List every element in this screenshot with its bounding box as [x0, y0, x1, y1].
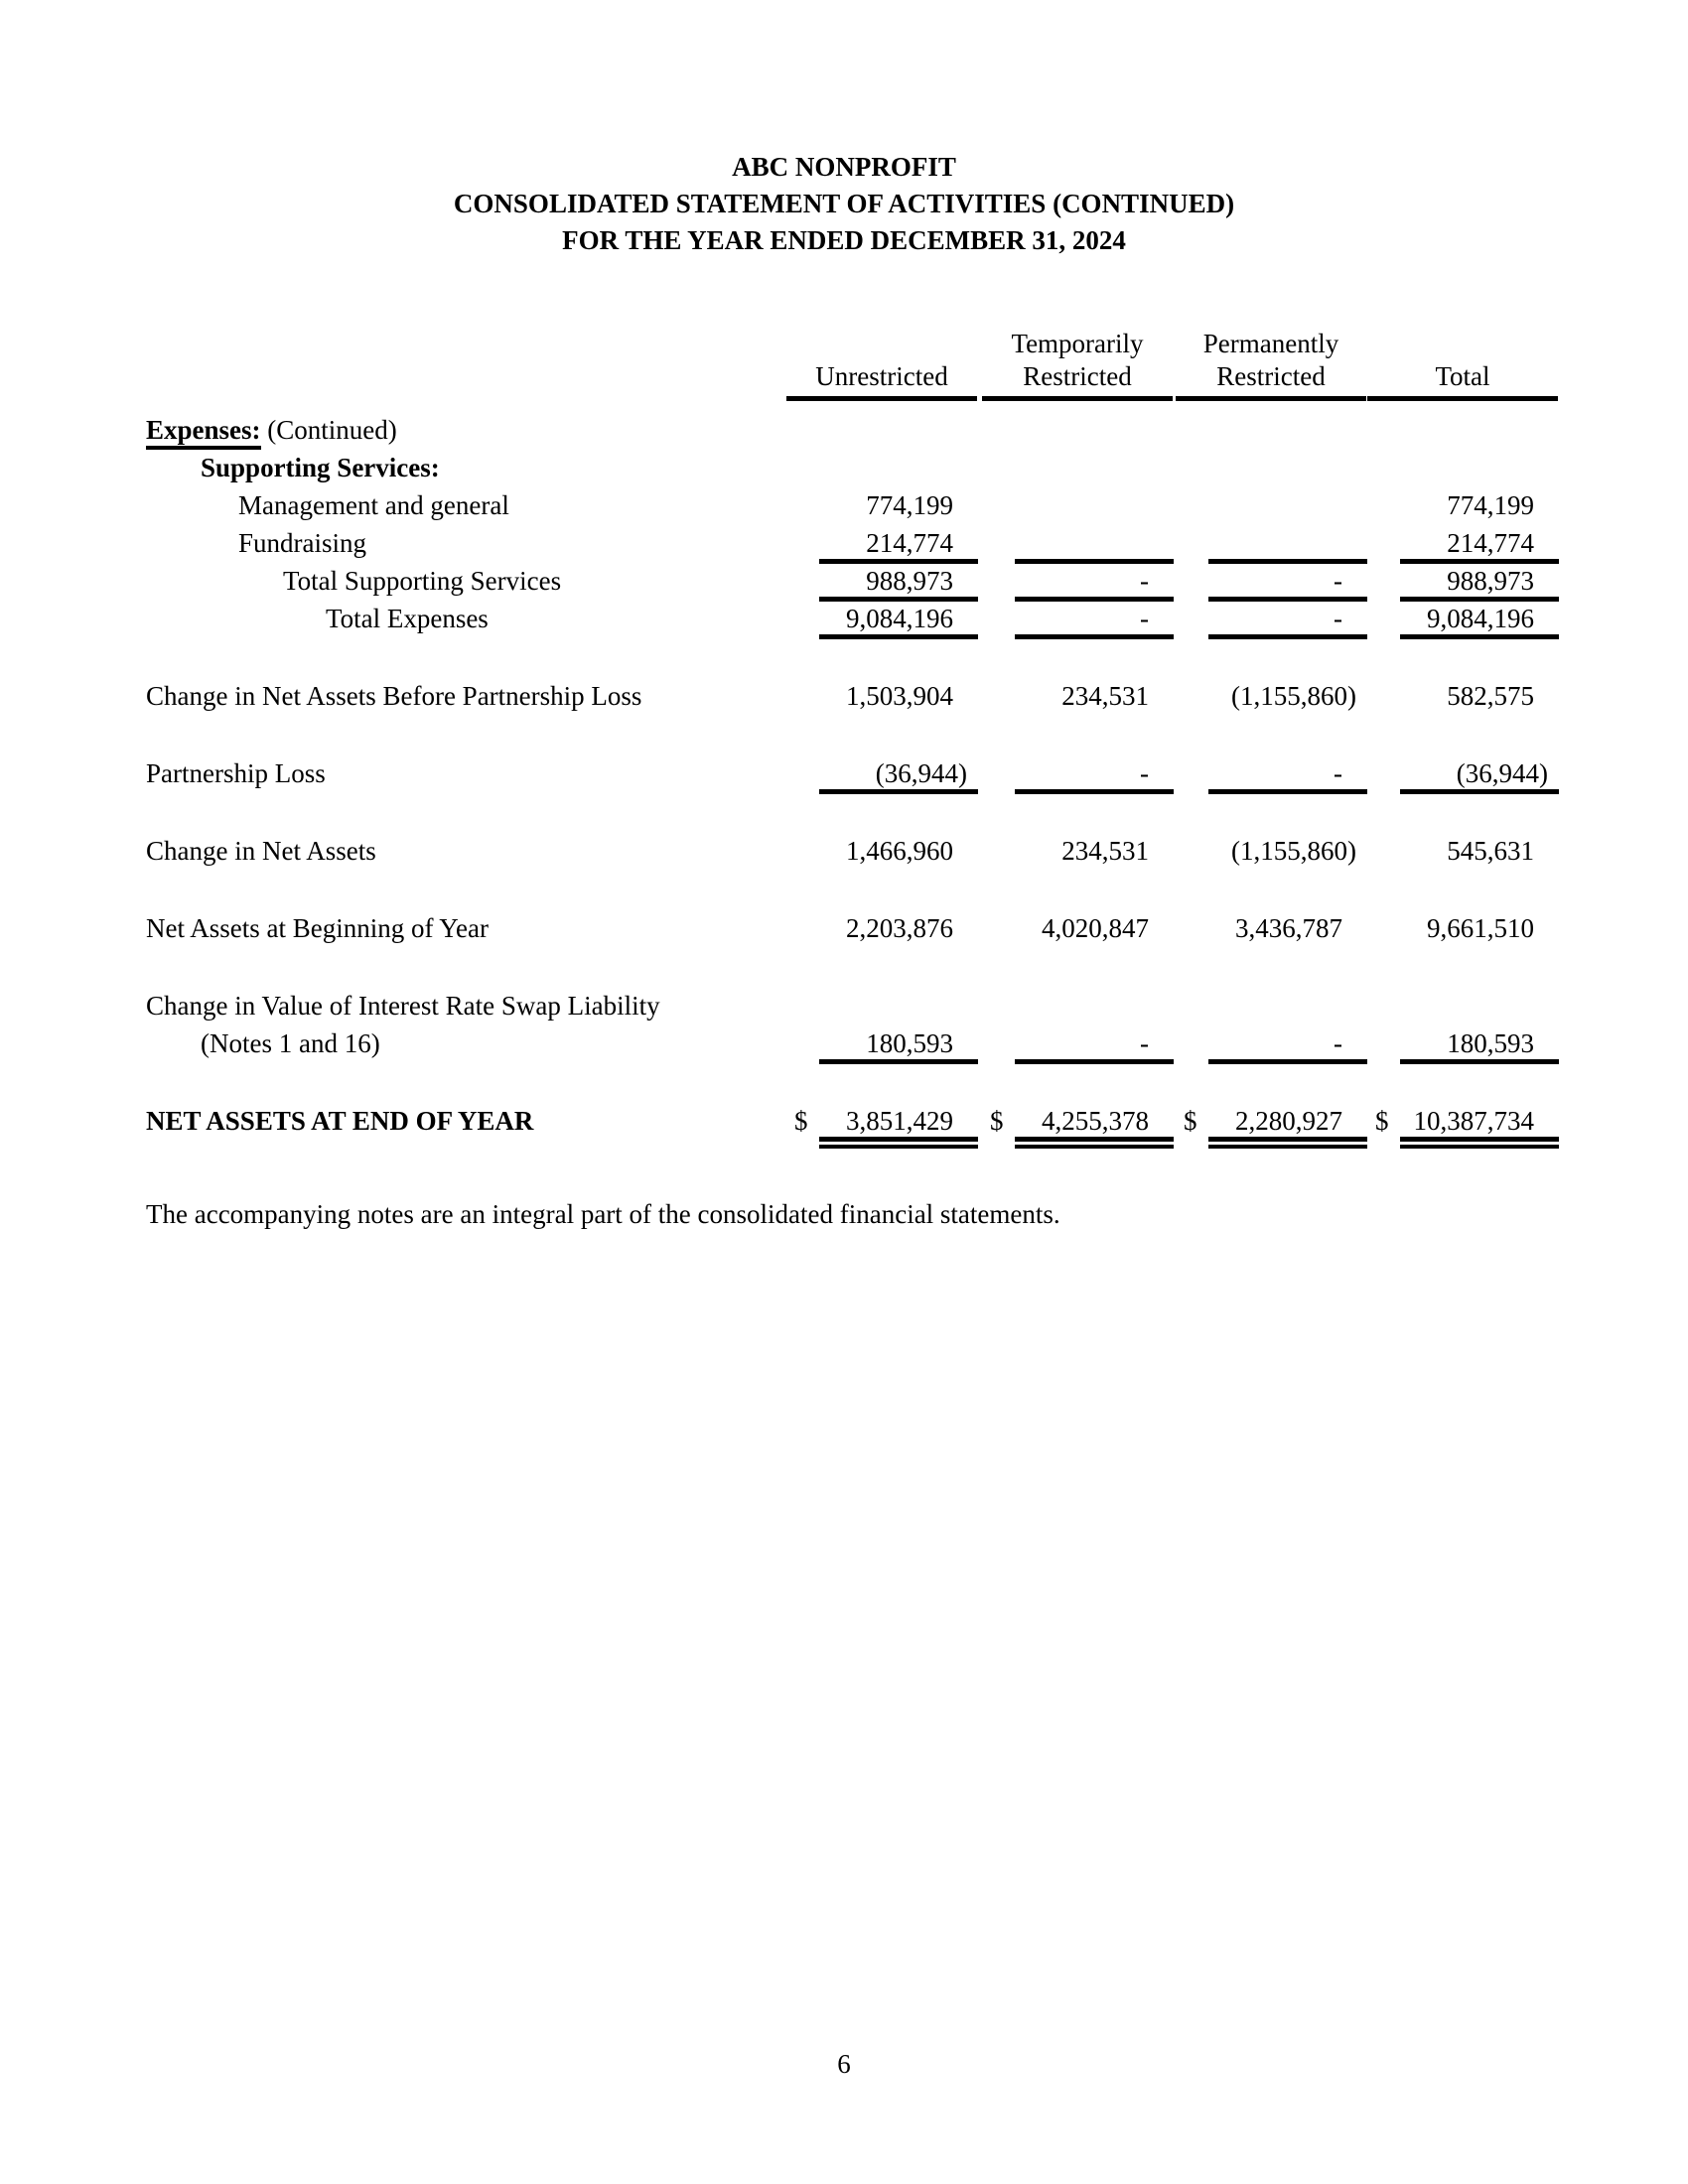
- currency-symbol: $: [794, 1106, 808, 1136]
- row-label: [146, 678, 641, 714]
- cell-value: 9,084,196: [846, 604, 953, 633]
- cell-value: 180,593: [866, 1028, 953, 1058]
- cell-value: 234,531: [1061, 681, 1149, 711]
- row-label-text: Total Supporting Services: [283, 566, 562, 596]
- row-label-text: Net Assets at Beginning of Year: [146, 913, 489, 943]
- value-cell: [1367, 755, 1558, 793]
- cell-value: 582,575: [1447, 681, 1534, 711]
- cell-value: -: [1140, 604, 1149, 633]
- column-rule: [1208, 789, 1367, 794]
- cell-value: 2,280,927: [1235, 1106, 1342, 1136]
- currency-symbol: $: [1184, 1106, 1197, 1136]
- cell-value: (1,155,860): [1231, 681, 1356, 711]
- cell-value: -: [1140, 758, 1149, 788]
- value-cell: [982, 910, 1173, 948]
- cell-value: (36,944): [875, 758, 967, 788]
- cell-value: 774,199: [1447, 490, 1534, 520]
- column-header-permanently-restricted: [1176, 328, 1366, 401]
- column-rule-double: [1400, 1145, 1559, 1149]
- footer-note: The accompanying notes are an integral part of the consolidated financial statements.: [146, 1199, 1060, 1229]
- column-header-total: [1367, 328, 1558, 401]
- column-header-line2: Total: [1435, 361, 1490, 391]
- cell-value: 2,203,876: [846, 913, 953, 943]
- value-cell: [982, 1103, 1173, 1141]
- row-label-text: Partnership Loss: [146, 758, 326, 788]
- table-row: [0, 601, 1688, 638]
- value-cell: [1367, 833, 1558, 871]
- currency-symbol: $: [1375, 1106, 1389, 1136]
- row-label: [238, 525, 366, 561]
- column-rule: [1400, 634, 1559, 639]
- value-cell: [1176, 755, 1366, 793]
- row-label: [201, 1025, 380, 1061]
- row-label-text: Expenses:: [146, 415, 261, 450]
- column-rule: [1208, 1059, 1367, 1064]
- cell-value: 4,020,847: [1042, 913, 1149, 943]
- cell-value: 10,387,734: [1413, 1106, 1534, 1136]
- value-cell: [1176, 601, 1366, 638]
- value-cell: [1367, 678, 1558, 716]
- cell-value: 1,466,960: [846, 836, 953, 866]
- cell-value: 180,593: [1447, 1028, 1534, 1058]
- column-rule: [1400, 1137, 1559, 1142]
- value-cell: [1367, 563, 1558, 601]
- row-label: [146, 1103, 533, 1139]
- column-rule-double: [1208, 1145, 1367, 1149]
- column-rule-double: [1015, 1145, 1174, 1149]
- value-cell: [786, 1025, 977, 1063]
- row-label: [146, 988, 660, 1024]
- value-cell: [1367, 1025, 1558, 1063]
- statement-title: CONSOLIDATED STATEMENT OF ACTIVITIES (CONTINUED): [453, 189, 1235, 218]
- column-header-temporarily-restricted: [982, 328, 1173, 401]
- row-label-suffix: (Continued): [260, 415, 397, 445]
- column-rule: [1015, 1059, 1174, 1064]
- column-header-line2: Restricted: [1216, 361, 1326, 391]
- row-label: [201, 450, 440, 485]
- column-rule: [1208, 1137, 1367, 1142]
- row-label-text: Fundraising: [238, 528, 367, 558]
- table-row: [0, 988, 1688, 1025]
- row-label: [146, 833, 376, 869]
- table-row: [0, 525, 1688, 563]
- value-cell: [1367, 525, 1558, 563]
- value-cell: [786, 487, 977, 525]
- value-cell: [1176, 487, 1366, 525]
- cell-value: -: [1334, 566, 1342, 596]
- cell-value: -: [1140, 566, 1149, 596]
- row-label-text: Change in Net Assets Before Partnership Loss: [146, 681, 642, 711]
- table-row: [0, 412, 1688, 450]
- cell-value: 988,973: [1447, 566, 1534, 596]
- value-cell: [1367, 1103, 1558, 1141]
- value-cell: [982, 1025, 1173, 1063]
- row-label: [146, 910, 489, 946]
- value-cell: [1176, 563, 1366, 601]
- cell-value: -: [1140, 1028, 1149, 1058]
- column-rule: [1400, 789, 1559, 794]
- row-label: [326, 601, 489, 636]
- column-header-line1: Temporarily: [1011, 329, 1144, 358]
- value-cell: [786, 833, 977, 871]
- value-cell: [982, 678, 1173, 716]
- value-cell: [1176, 910, 1366, 948]
- cell-value: -: [1334, 758, 1342, 788]
- column-rule-double: [819, 1145, 978, 1149]
- value-cell: [786, 601, 977, 638]
- value-cell: [1367, 601, 1558, 638]
- cell-value: 214,774: [866, 528, 953, 558]
- value-cell: [982, 833, 1173, 871]
- column-rule: [1208, 634, 1367, 639]
- cell-value: 214,774: [1447, 528, 1534, 558]
- column-rule: [819, 634, 978, 639]
- value-cell: [1176, 678, 1366, 716]
- row-label-text: NET ASSETS AT END OF YEAR: [146, 1106, 534, 1136]
- value-cell: [1367, 910, 1558, 948]
- value-cell: [1367, 487, 1558, 525]
- column-rule: [819, 1137, 978, 1142]
- row-label: [146, 412, 397, 448]
- value-cell: [1176, 525, 1366, 563]
- cell-value: -: [1334, 1028, 1342, 1058]
- value-cell: [786, 1103, 977, 1141]
- cell-value: 234,531: [1061, 836, 1149, 866]
- value-cell: [786, 910, 977, 948]
- column-header-line1: [786, 328, 977, 360]
- column-rule: [1015, 634, 1174, 639]
- table-row: [0, 833, 1688, 871]
- value-cell: [982, 487, 1173, 525]
- table-row: [0, 755, 1688, 793]
- organization-name: ABC NONPROFIT: [732, 152, 956, 182]
- column-rule: [1400, 1059, 1559, 1064]
- row-label: [238, 487, 509, 523]
- table-row: [0, 910, 1688, 948]
- cell-value: 3,851,429: [846, 1106, 953, 1136]
- currency-symbol: $: [990, 1106, 1004, 1136]
- row-label: [283, 563, 561, 599]
- row-label-text: Total Expenses: [326, 604, 489, 633]
- column-header-line2: Unrestricted: [815, 361, 948, 391]
- document-title-block: [0, 149, 1688, 259]
- cell-value: (36,944): [1456, 758, 1548, 788]
- cell-value: 9,661,510: [1427, 913, 1534, 943]
- value-cell: [786, 525, 977, 563]
- value-cell: [982, 601, 1173, 638]
- value-cell: [786, 678, 977, 716]
- cell-value: (1,155,860): [1231, 836, 1356, 866]
- table-row: [0, 678, 1688, 716]
- row-label-text: Change in Value of Interest Rate Swap Liability: [146, 991, 660, 1021]
- column-header-unrestricted: [786, 328, 977, 401]
- column-header-line1: Permanently: [1202, 329, 1339, 358]
- table-row: [0, 563, 1688, 601]
- column-rule: [819, 789, 978, 794]
- row-label-text: Management and general: [238, 490, 509, 520]
- value-cell: [1176, 1025, 1366, 1063]
- table-row: [0, 450, 1688, 487]
- column-header-row: [0, 328, 1688, 403]
- value-cell: [1176, 1103, 1366, 1141]
- table-rows: [0, 412, 1688, 1141]
- column-rule: [819, 1059, 978, 1064]
- value-cell: [786, 755, 977, 793]
- row-label-text: Change in Net Assets: [146, 836, 376, 866]
- column-rule: [1015, 789, 1174, 794]
- table-row: [0, 1103, 1688, 1141]
- cell-value: -: [1334, 604, 1342, 633]
- page-number: 6: [837, 2049, 851, 2079]
- statement-period: FOR THE YEAR ENDED DECEMBER 31, 2024: [562, 225, 1126, 255]
- value-cell: [786, 563, 977, 601]
- value-cell: [982, 563, 1173, 601]
- cell-value: 988,973: [866, 566, 953, 596]
- row-label: [146, 755, 326, 791]
- cell-value: 9,084,196: [1427, 604, 1534, 633]
- column-header-line2: Restricted: [1023, 361, 1132, 391]
- value-cell: [1176, 833, 1366, 871]
- value-cell: [982, 525, 1173, 563]
- cell-value: 4,255,378: [1042, 1106, 1149, 1136]
- row-label-text: (Notes 1 and 16): [201, 1028, 380, 1058]
- value-cell: [982, 755, 1173, 793]
- cell-value: 545,631: [1447, 836, 1534, 866]
- table-row: [0, 487, 1688, 525]
- column-rule: [1015, 1137, 1174, 1142]
- table-row: [0, 1025, 1688, 1063]
- cell-value: 774,199: [866, 490, 953, 520]
- cell-value: 1,503,904: [846, 681, 953, 711]
- cell-value: 3,436,787: [1235, 913, 1342, 943]
- column-header-line1: [1367, 328, 1558, 360]
- row-label-text: Supporting Services:: [201, 453, 440, 482]
